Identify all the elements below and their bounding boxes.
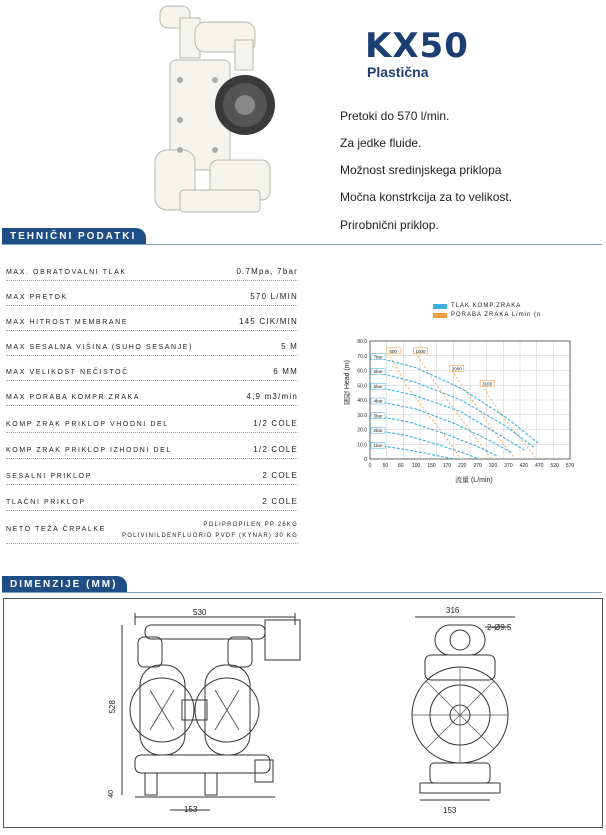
dims-divider	[2, 592, 602, 593]
y-tick-label: 80.0	[357, 339, 367, 345]
x-tick-label: 100	[411, 463, 421, 469]
air-label: 2000	[451, 366, 462, 372]
y-tick-label: 20.0	[357, 427, 367, 434]
feature-item: Možnost sredinjskega priklopa	[340, 163, 502, 177]
pressure-label: 7bar	[373, 354, 383, 360]
x-tick-label: 170	[442, 463, 452, 469]
legend-pressure: TLAK KOMP.ZRAKA	[451, 303, 522, 309]
weight-row: NETO TEŽA ČRPALKE POLIPROPILEN PP 26KG POLIVINILDENFLUORID PVDF (KYNAR) 30 KG	[6, 511, 298, 544]
y-tick-label: 50.0	[357, 383, 367, 390]
dims-section-tab: DIMENZIJE (MM)	[2, 576, 127, 593]
spec-row: MAX PRETOK 570 L/MIN	[6, 280, 298, 306]
model-title: KX50	[365, 26, 469, 66]
y-tick-label: 70.0	[357, 353, 367, 360]
y-tick-label: 40.0	[357, 398, 367, 404]
x-tick-label: 150	[427, 463, 436, 469]
x-tick-label: 270	[473, 463, 482, 469]
material-subtitle: Plastična	[367, 64, 429, 80]
dim-base-right: 153	[443, 806, 457, 815]
spec-row: MAX HITROST MEMBRANE 145 CIK/MIN	[6, 305, 298, 331]
specs-divider	[2, 244, 602, 245]
spec-row: SESALNI PRIKLOP 2 COLE	[6, 459, 298, 485]
dim-side-width: 316	[446, 606, 460, 615]
spec-row: KOMP ZRAK PRIKLOP VHODNI DEL 1/2 COLE	[6, 407, 298, 433]
specs-section-tab: TEHNIČNI PODATKI	[2, 228, 146, 245]
pressure-label: 5bar	[373, 383, 383, 389]
pressure-label: 4bar	[373, 398, 383, 404]
dim-foot-height: 40	[108, 790, 115, 798]
front-view-drawing	[110, 605, 310, 820]
spec-row: KOMP ZRAK PRIKLOP IZHODNI DEL 1/2 COLE	[6, 433, 298, 459]
y-tick-label: 0	[364, 457, 367, 463]
pressure-label: 6bar	[373, 369, 383, 374]
legend-air: PORABA ZRAKA L/min (n	[451, 312, 542, 318]
y-tick-label: 60.0	[357, 368, 367, 375]
x-tick-label: 470	[535, 463, 544, 469]
chart-legend	[433, 302, 593, 322]
x-tick-label: 370	[504, 463, 513, 469]
air-label: 500	[389, 348, 397, 354]
performance-chart	[340, 335, 585, 485]
pressure-label: 3bar	[373, 413, 383, 419]
feature-item: Za jedke fluide.	[340, 136, 422, 150]
y-tick-label: 10.0	[357, 442, 367, 449]
feature-item: Prirobnični priklop.	[340, 218, 439, 232]
pressure-label: 1bar	[373, 442, 383, 448]
x-tick-label: 420	[519, 463, 529, 469]
air-curve-3100	[482, 385, 537, 459]
chart-xlabel: 流量 (L/min)	[455, 477, 493, 484]
x-tick-label: 80	[397, 463, 404, 469]
spec-row: MAX. OBRATOVALNI TLAK 0.7Mpa, 7bar	[6, 255, 298, 281]
x-tick-label: 520	[550, 463, 559, 469]
dim-hole: 2-Ø9.5	[487, 623, 512, 632]
feature-item: Pretoki do 570 l/min.	[340, 109, 450, 123]
dim-width-total: 530	[193, 608, 207, 617]
chart-ylabel: 揚程 Head (m)	[344, 360, 351, 406]
spec-row: MAX SESALNA VIŠINA (SUHO SESANJE) 5 M	[6, 330, 298, 356]
x-tick-label: 220	[458, 463, 467, 469]
spec-row: TLAČNI PRIKLOP 2 COLE	[6, 485, 298, 511]
feature-item: Močna konstrkcija za to velikost.	[340, 190, 513, 204]
dim-height-total: 528	[108, 700, 117, 714]
pressure-curve-6bar	[370, 371, 534, 448]
dim-base-left: 153	[184, 805, 198, 814]
pump-image	[140, 0, 280, 218]
legend-swatch-air	[433, 313, 447, 318]
side-view-drawing	[400, 605, 530, 820]
spec-row: MAX PORABA KOMPR.ZRAKA 4,9 m3/min	[6, 380, 298, 406]
legend-swatch-pressure	[433, 304, 447, 309]
y-tick-label: 30.0	[357, 412, 367, 419]
air-label: 1000	[415, 348, 426, 354]
x-tick-label: 0	[368, 463, 372, 469]
spec-row: MAX VELIKOST NEČISTOČ 6 MM	[6, 355, 298, 381]
air-label: 3100	[482, 381, 493, 387]
x-tick-label: 570	[565, 463, 575, 469]
x-tick-label: 320	[488, 463, 498, 469]
x-tick-label: 50	[382, 463, 389, 469]
pressure-label: 2bar	[373, 428, 383, 433]
